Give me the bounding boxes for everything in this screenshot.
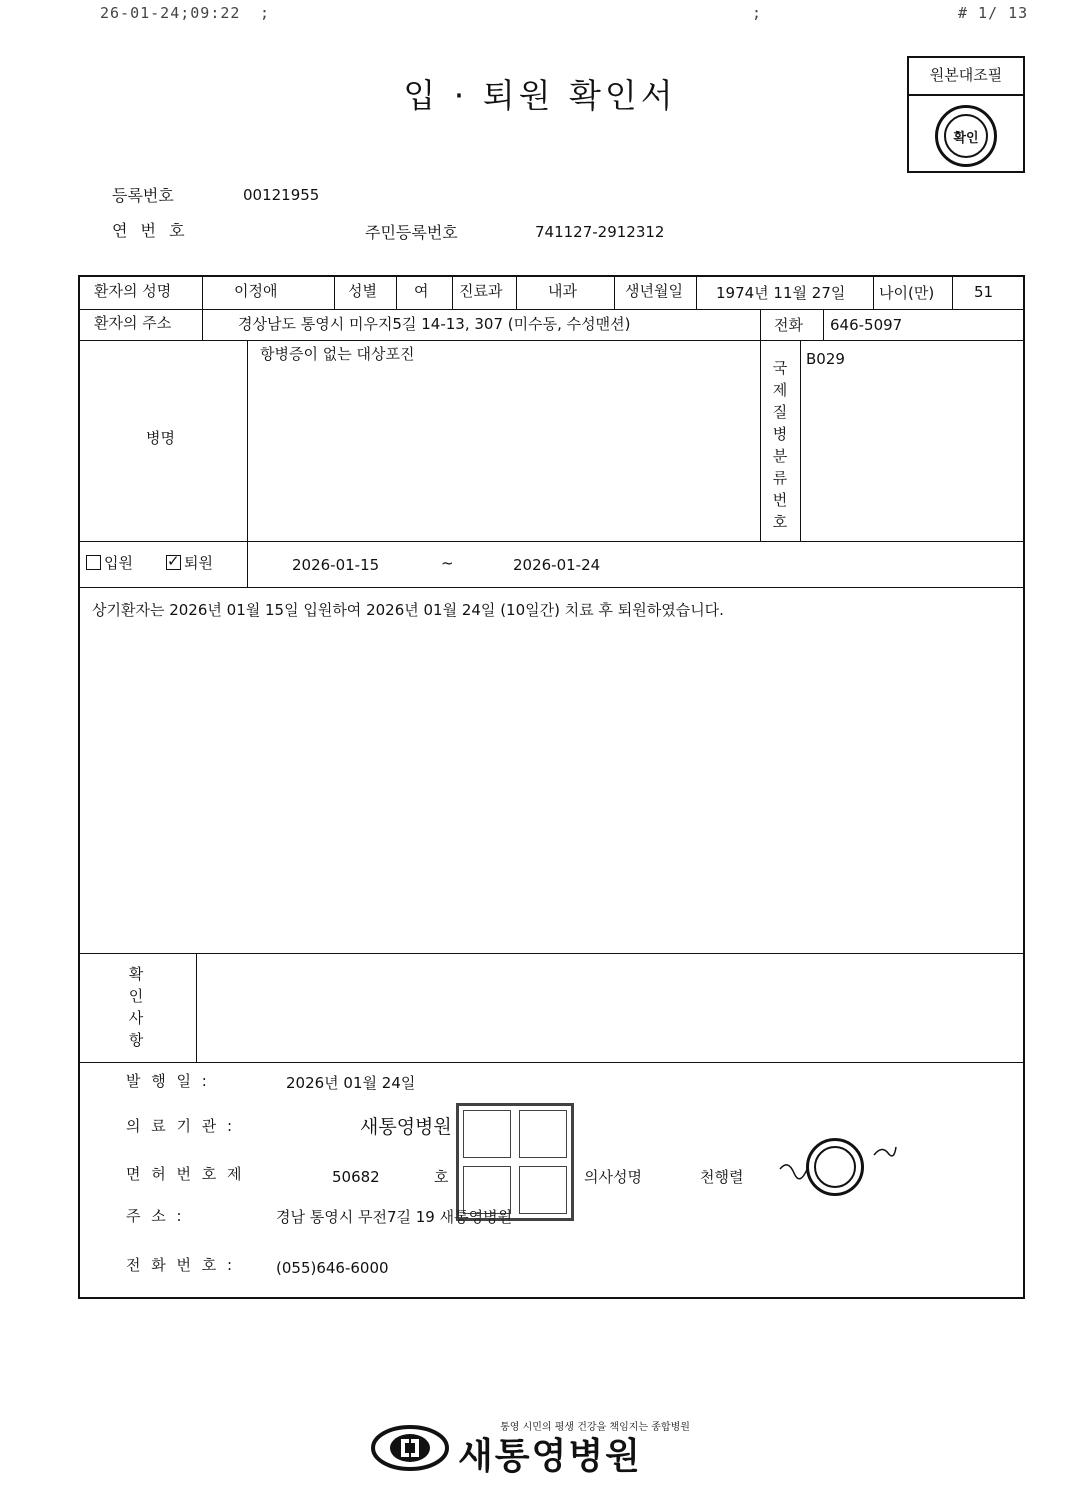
patient-name: 이정애 [234, 282, 278, 300]
signature-scribble [778, 1139, 898, 1189]
resident-number-label: 주민등록번호 [365, 223, 458, 242]
hospital-seal [456, 1103, 574, 1221]
original-check-box [907, 56, 1025, 173]
original-check-seal [935, 105, 997, 167]
license-label: 면 허 번 호 제 [126, 1165, 245, 1183]
patient-phone: 646-5097 [830, 316, 903, 334]
hospital-tel: (055)646-6000 [276, 1259, 389, 1277]
document-title: 입 · 퇴원 확인서 [403, 76, 677, 115]
age-value: 51 [974, 283, 994, 301]
fax-separator: ; [752, 4, 763, 22]
hospital-tel-label: 전 화 번 호 : [126, 1256, 236, 1274]
institution-name: 새통영병원 [360, 1116, 452, 1138]
phone-label: 전화 [774, 316, 803, 334]
discharge-check-box[interactable] [166, 555, 181, 570]
form-table [78, 275, 1025, 1299]
department-label: 진료과 [459, 282, 503, 300]
age-label: 나이(만) [879, 284, 935, 302]
issue-date: 2026년 01월 24일 [286, 1074, 416, 1092]
doctor-label: 의사성명 [584, 1168, 642, 1186]
admission-label: 입원 [104, 554, 133, 572]
address-label: 환자의 주소 [94, 314, 172, 332]
issue-date-label: 발 행 일 : [126, 1072, 210, 1090]
original-check-label: 원본대조필 [909, 58, 1023, 96]
serial-label: 연 번 호 [112, 221, 189, 240]
registration-number: 00121955 [243, 186, 320, 204]
birth-label: 생년월일 [625, 282, 683, 300]
birth-date: 1974년 11월 27일 [716, 284, 846, 302]
fax-separator: ; [260, 4, 271, 22]
hospital-address-label: 주 소 : [126, 1207, 185, 1225]
icd-label: 국제질병분류번호 [772, 359, 788, 531]
department-value: 내과 [548, 282, 577, 300]
confirm-label: 확인사항 [128, 965, 144, 1049]
doctor-name: 천행렬 [700, 1168, 744, 1186]
license-suffix: 호 [434, 1168, 449, 1186]
hospital-logo-icon [370, 1424, 450, 1476]
discharge-label: 퇴원 [184, 554, 213, 572]
patient-address: 경상남도 통영시 미우지5길 14-13, 307 (미수동, 수성맨션) [238, 315, 631, 333]
fax-page-number: # 1/ 13 [958, 4, 1029, 22]
hospital-address: 경남 통영시 무전7길 19 새통영병원 [276, 1208, 513, 1226]
license-number: 50682 [332, 1168, 380, 1186]
sex-value: 여 [414, 282, 429, 300]
registration-label: 등록번호 [112, 186, 174, 205]
date-range-separator: ~ [441, 554, 454, 572]
footer-hospital-name: 새통영병원 [458, 1436, 642, 1477]
icd-code: B029 [806, 350, 845, 368]
disease-name: 항병증이 없는 대상포진 [260, 345, 415, 363]
admission-check-box[interactable] [86, 555, 101, 570]
seal-text: 확인 [944, 114, 988, 158]
footer-slogan: 통영 시민의 평생 건강을 책임지는 종합병원 [500, 1422, 690, 1433]
patient-name-label: 환자의 성명 [94, 282, 172, 300]
statement-text: 상기환자는 2026년 01월 15일 입원하여 2026년 01월 24일 (10일간) 치료 후 퇴원하였습니다. [92, 601, 724, 619]
admission-end-date: 2026-01-24 [513, 556, 601, 574]
admission-checkbox[interactable] [86, 552, 133, 573]
institution-label: 의 료 기 관 : [126, 1117, 236, 1135]
discharge-checkbox[interactable] [166, 552, 213, 573]
sex-label: 성별 [348, 282, 377, 300]
disease-label: 병명 [146, 429, 175, 447]
admission-start-date: 2026-01-15 [292, 556, 380, 574]
fax-timestamp: 26-01-24;09:22 [100, 4, 241, 22]
resident-number: 741127-2912312 [535, 223, 665, 241]
